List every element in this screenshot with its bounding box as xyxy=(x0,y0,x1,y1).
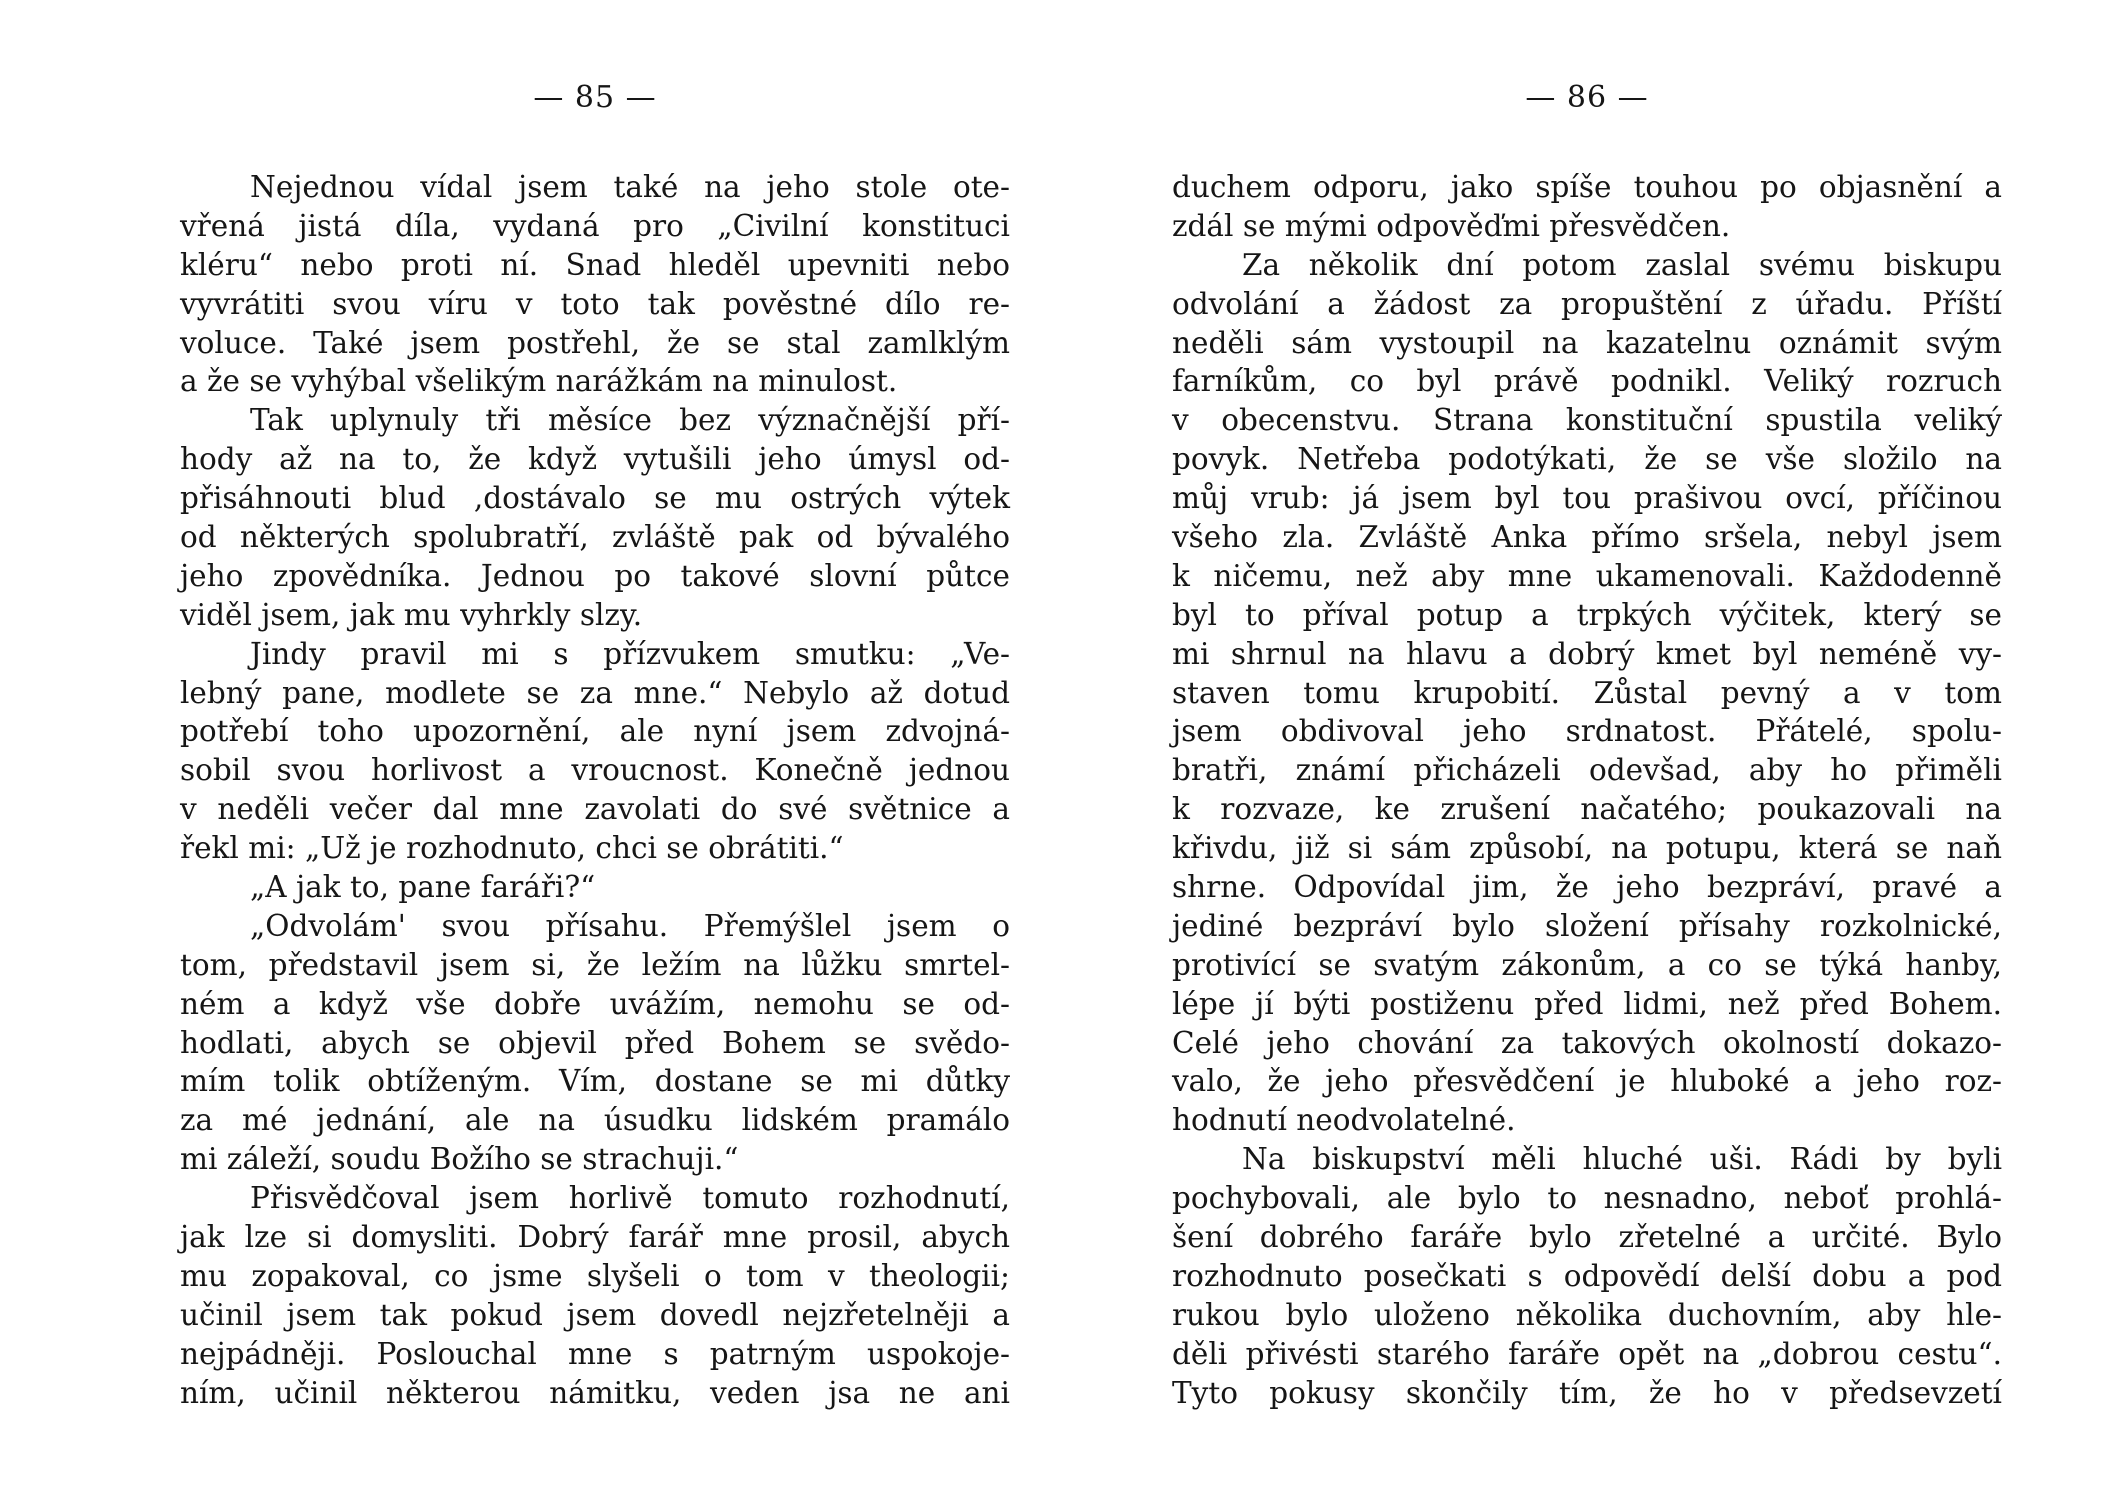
text-line: lebný pane, modlete se za mne.“ Nebylo až dotud xyxy=(180,675,1010,710)
text-line: jediné bezpráví bylo složení přísahy rozkolnické, xyxy=(1172,908,2002,943)
text-line: Za několik dní potom zaslal svému biskupu xyxy=(1242,247,2002,282)
text-line: kléru“ nebo proti ní. Snad hleděl upevniti nebo xyxy=(180,247,1010,282)
text-line: lépe jí býti postiženu před lidmi, než před Bohem. xyxy=(1172,986,2002,1021)
text-line: mu zopakoval, co jsme slyšeli o tom v theologii; xyxy=(180,1258,1010,1293)
text-line: rukou bylo uloženo několika duchovním, aby hle- xyxy=(1172,1297,2002,1332)
text-line: můj vrub: já jsem byl tou prašivou ovcí, příčinou xyxy=(1172,481,2002,516)
text-line: Tyto pokusy skončily tím, že ho v předsevzetí xyxy=(1172,1375,2002,1410)
text-line: tom, představil jsem si, že ležím na lůžku smrtel- xyxy=(180,947,1010,982)
text-line: Přisvědčoval jsem horlivě tomuto rozhodnutí, xyxy=(250,1181,1010,1216)
text-line: vyvrátiti svou víru v toto tak pověstné dílo re- xyxy=(180,286,1010,321)
text-line: shrne. Odpovídal jim, že jeho bezpráví, pravé a xyxy=(1172,870,2002,905)
text-line: pochybovali, ale bylo to nesnadno, neboť prohlá- xyxy=(1172,1181,2002,1216)
text-line: Jindy pravil mi s přízvukem smutku: „Ve- xyxy=(250,636,1010,671)
text-line: v neděli večer dal mne zavolati do své světnice a xyxy=(180,792,1010,827)
text-line: děli přivésti starého faráře opět na „dobrou cestu“. xyxy=(1172,1336,2002,1371)
text-line: bratři, známí přicházeli odevšad, aby ho přiměli xyxy=(1172,753,2002,788)
text-line: byl to příval potup a trpkých výčitek, který se xyxy=(1172,597,2002,632)
text-line: učinil jsem tak pokud jsem dovedl nejzřetelněji a xyxy=(180,1297,1010,1332)
text-line: ním, učinil některou námitku, veden jsa ne ani xyxy=(180,1375,1010,1410)
text-line: duchem odporu, jako spíše touhou po objasnění a xyxy=(1172,170,2002,204)
text-line: voluce. Také jsem postřehl, že se stal zamlklým xyxy=(180,325,1010,360)
right-page xyxy=(1172,0,2002,1500)
text-line: jsem obdivoval jeho srdnatost. Přátelé, spolu- xyxy=(1172,714,2002,749)
text-line: vřená jistá díla, vydaná pro „Civilní konstituci xyxy=(180,208,1010,243)
left-page xyxy=(180,0,1010,1500)
text-line: mi shrnul na hlavu a dobrý kmet byl neméně vy- xyxy=(1172,636,2002,671)
text-line: povyk. Netřeba podotýkati, že se vše složilo na xyxy=(1172,442,2002,477)
page-text xyxy=(180,168,1010,1413)
text-line: „A jak to, pane faráři?“ xyxy=(250,870,596,905)
text-line: šení dobrého faráře bylo zřetelné a určité. Bylo xyxy=(1172,1220,2002,1255)
text-line: zdál se mými odpověďmi přesvědčen. xyxy=(1172,208,1731,243)
text-line: rozhodnuto posečkati s odpovědí delší dobu a pod xyxy=(1172,1258,2002,1293)
text-line: jeho zpovědníka. Jednou po takové slovní půtce xyxy=(180,558,1010,593)
text-line: hodlati, abych se objevil před Bohem se svědo- xyxy=(180,1025,1010,1060)
text-line: k ničemu, než aby mne ukamenovali. Každodenně xyxy=(1172,558,2002,593)
text-line: protivící se svatým zákonům, a co se týká hanby, xyxy=(1172,947,2002,982)
page-number: — 85 — xyxy=(533,80,657,115)
text-line: přisáhnouti blud ,dostávalo se mu ostrých výtek xyxy=(180,481,1010,516)
text-line: viděl jsem, jak mu vyhrkly slzy. xyxy=(180,597,643,632)
text-line: od některých spolubratří, zvláště pak od bývalého xyxy=(180,520,1010,555)
text-line: za mé jednání, ale na úsudku lidském pramálo xyxy=(180,1103,1010,1138)
text-line: neděli sám vystoupil na kazatelnu oznámit svým xyxy=(1172,325,2002,360)
text-line: Na biskupství měli hluché uši. Rádi by byli xyxy=(1242,1142,2002,1177)
text-line: řekl mi: „Už je rozhodnuto, chci se obrátiti.“ xyxy=(180,831,844,866)
text-line: farníkům, co byl právě podnikl. Veliký rozruch xyxy=(1172,364,2002,399)
text-line: staven tomu krupobití. Zůstal pevný a v tom xyxy=(1172,675,2002,710)
text-line: sobil svou horlivost a vroucnost. Konečně jednou xyxy=(180,753,1010,788)
text-line: odvolání a žádost za propuštění z úřadu. Příští xyxy=(1172,286,2002,321)
text-line: k rozvaze, ke zrušení načatého; poukazovali na xyxy=(1172,792,2002,827)
text-line: ném a když vše dobře uvážím, nemohu se od- xyxy=(180,986,1010,1021)
text-line: křivdu, již si sám způsobí, na potupu, která se naň xyxy=(1172,831,2002,866)
text-line: Tak uplynuly tři měsíce bez význačnější pří- xyxy=(250,403,1010,438)
text-line: Celé jeho chování za takových okolností dokazo- xyxy=(1172,1025,2002,1060)
text-line: mi záleží, soudu Božího se strachuji.“ xyxy=(180,1142,739,1177)
text-line: „Odvolám' svou přísahu. Přemýšlel jsem o xyxy=(250,908,1010,943)
text-line: nejpádněji. Poslouchal mne s patrným uspokoje- xyxy=(180,1336,1010,1371)
text-line: jak lze si domysliti. Dobrý farář mne prosil, abych xyxy=(180,1220,1010,1255)
text-line: hodnutí neodvolatelné. xyxy=(1172,1103,1516,1138)
text-line: mím tolik obtíženým. Vím, dostane se mi důtky xyxy=(180,1064,1010,1099)
text-line: potřebí toho upozornění, ale nyní jsem zdvojná- xyxy=(180,714,1010,749)
text-line: a že se vyhýbal všelikým narážkám na minulost. xyxy=(180,364,898,399)
text-line: všeho zla. Zvláště Anka přímo sršela, nebyl jsem xyxy=(1172,520,2002,555)
page-number: — 86 — xyxy=(1525,80,1649,115)
text-line: hody až na to, že když vytušili jeho úmysl od- xyxy=(180,442,1010,477)
text-line: v obecenstvu. Strana konstituční spustila veliký xyxy=(1172,403,2002,438)
text-line: Nejednou vídal jsem také na jeho stole ote- xyxy=(250,170,1010,204)
page-text xyxy=(1172,168,2002,1413)
text-line: valo, že jeho přesvědčení je hluboké a jeho roz- xyxy=(1172,1064,2002,1099)
